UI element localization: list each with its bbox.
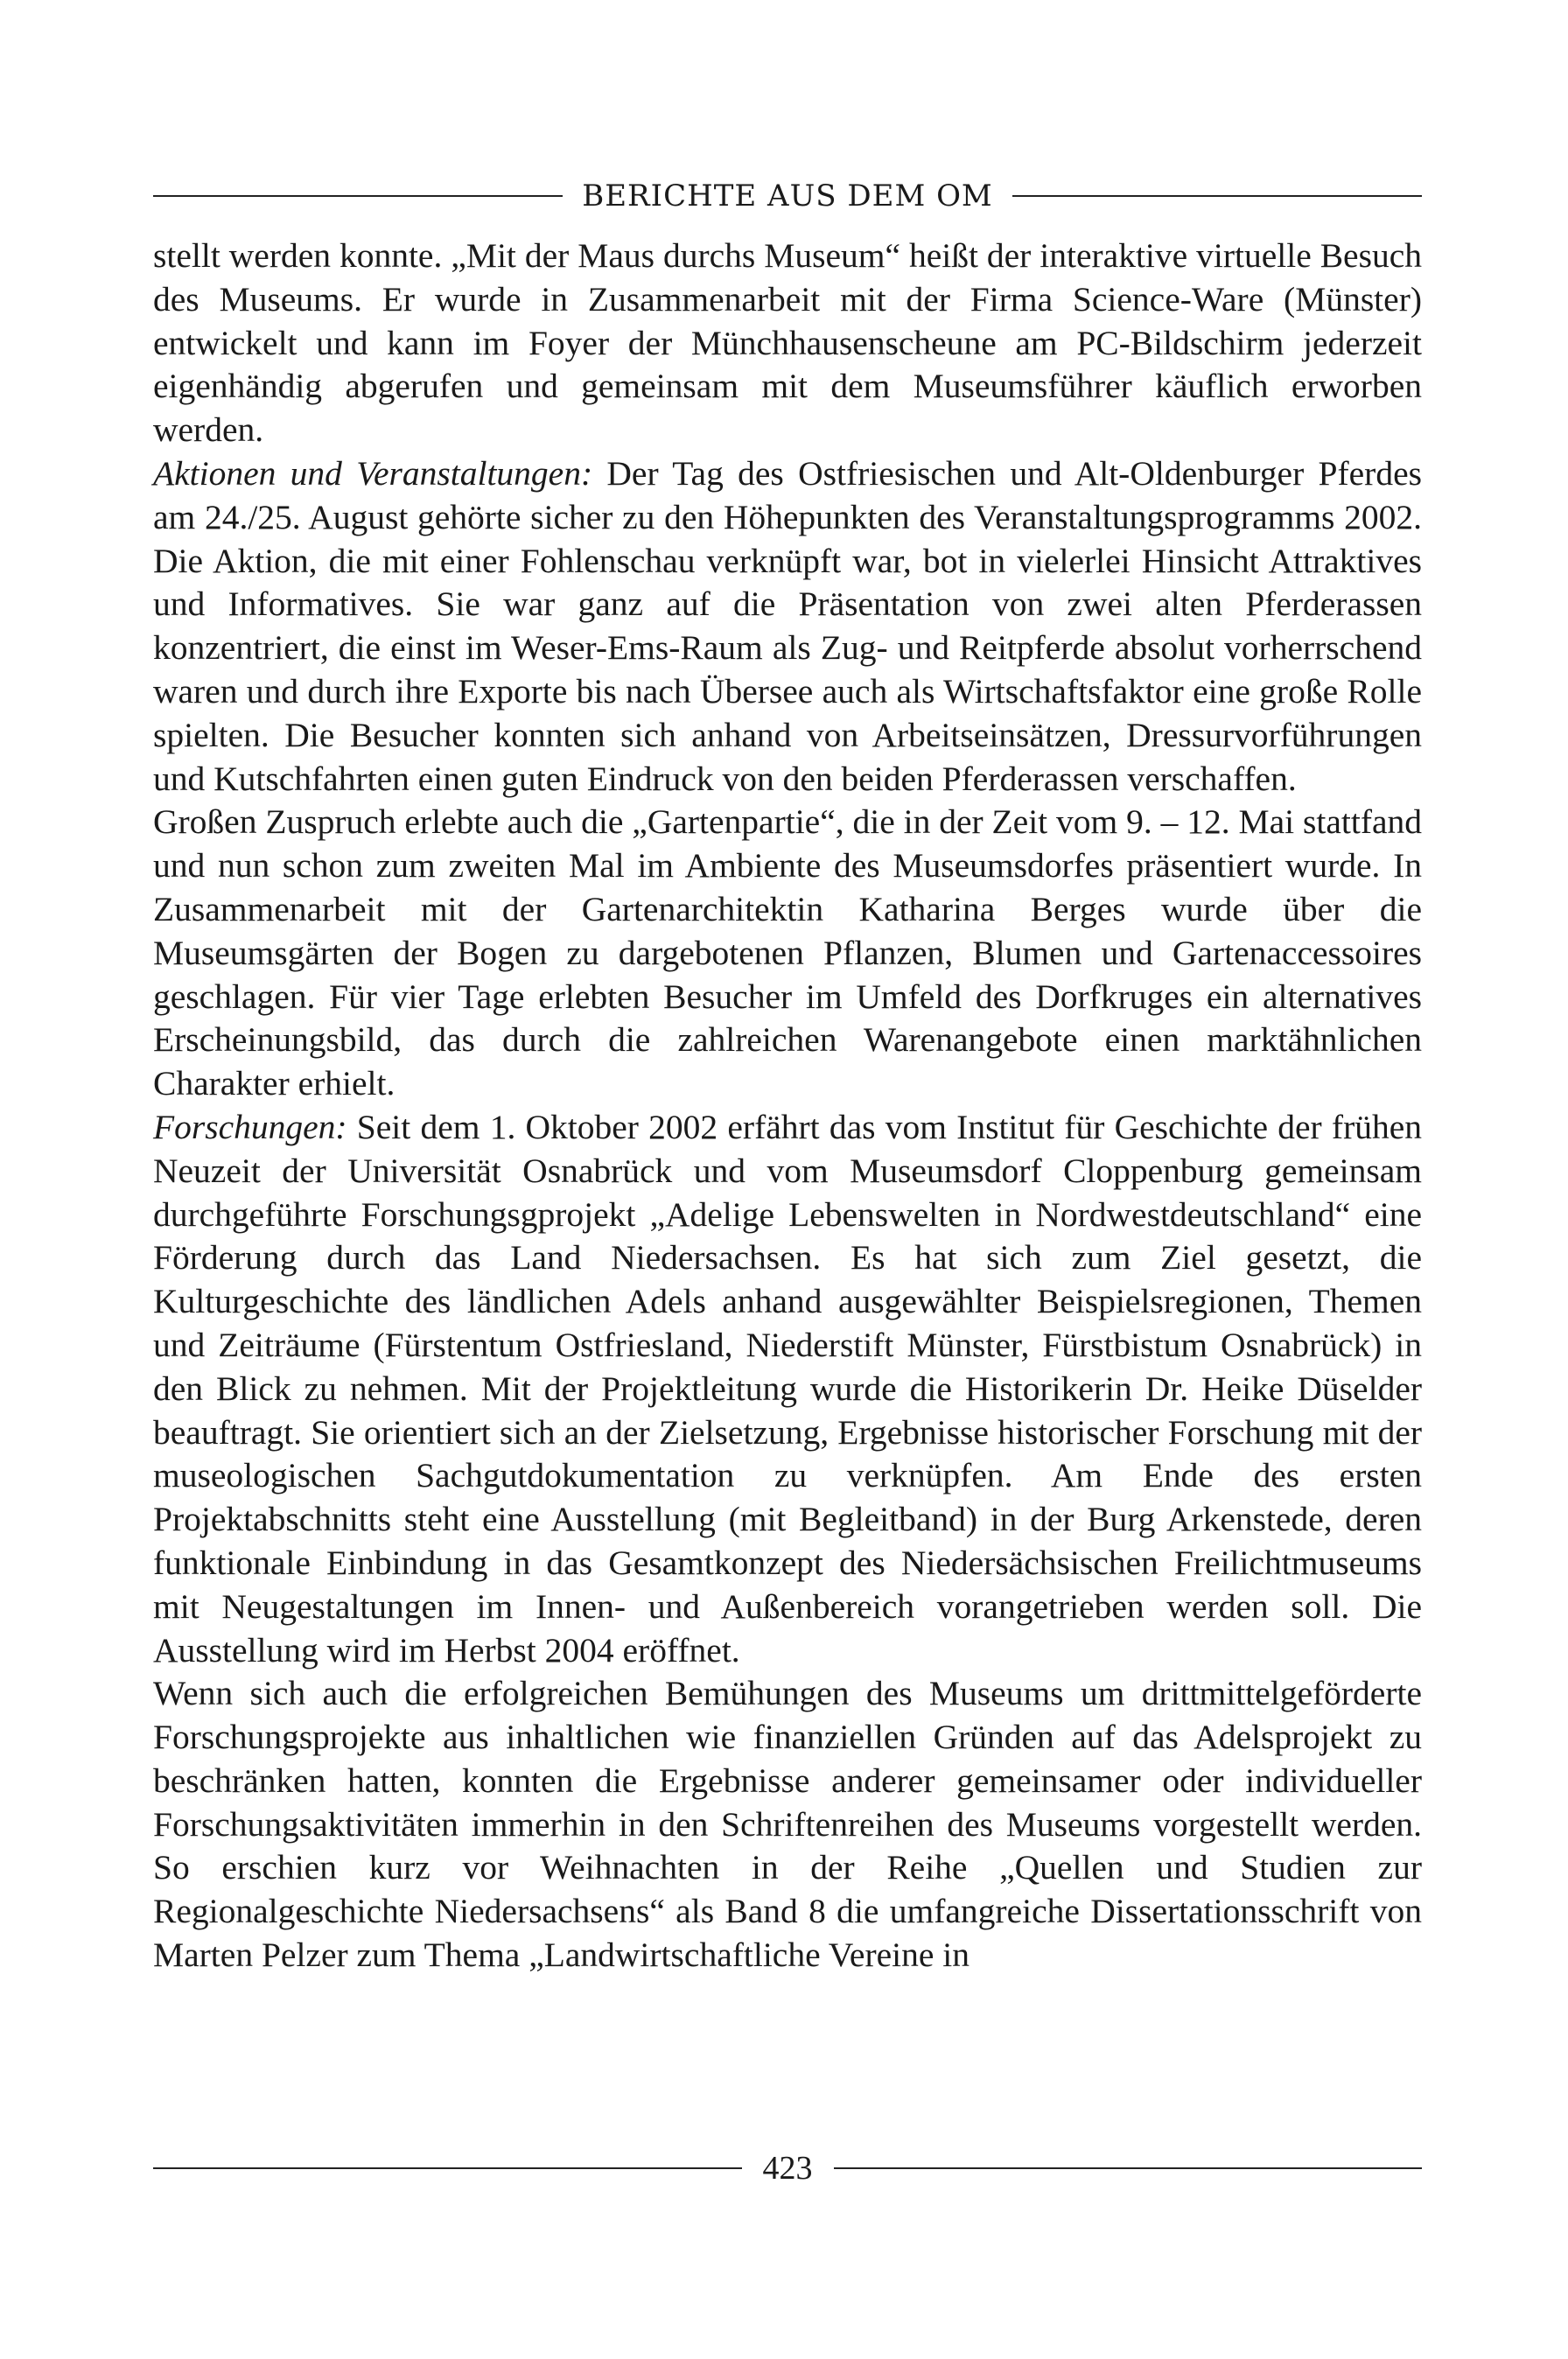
paragraph-text: Seit dem 1. Oktober 2002 erfährt das vom Institut für Geschichte der frühen Neuzeit der Universität Osnabrück und vom Museumsdorf Cloppenburg gemeinsam durchgeführte Forschungsgprojekt „Adelige Lebenswelten in Nordwestdeutschland“ eine Förderung durch das Land Niedersachsen. Es hat sich zum Ziel gesetzt, die Kulturgeschichte des ländlichen Adels anhand ausgewählter Beispielsregionen, Themen und Zeiträume (Fürstentum Ostfriesland, Niederstift Münster, Fürstbistum Osnabrück) in den Blick zu nehmen. Mit der Projektleitung wurde die Historikerin Dr. Heike Düselder beauftragt. Sie orientiert sich an der Zielsetzung, Ergebnisse historischer Forschung mit der museologischen Sachgutdokumentation zu verknüpfen. Am Ende des ersten Projektabschnitts steht eine Ausstellung (mit Begleitband) in der Burg Arkenstede, deren funktionale Einbindung in das Gesamtkonzept des Niedersächsischen Freilichtmuseums mit Neugestaltungen im Innen- und Außenbereich vorangetrieben werden soll. Die Ausstellung wird im Herbst 2004 eröffnet. [153,1107,1422,1670]
page-footer [153,2146,1422,2190]
paragraph [153,1672,1422,1978]
footer-rule-right [834,2167,1423,2169]
body-text [153,234,1422,1978]
section-heading: Forschungen: [153,1107,347,1146]
paragraph-text: Der Tag des Ostfriesischen und Alt-Oldenburger Pferdes am 24./25. August gehörte sicher zu den Höhepunkten des Veranstaltungsprogramms 2002. Die Aktion, die mit einer Fohlenschau verknüpft war, bot in vielerlei Hinsicht Attraktives und Informatives. Sie war ganz auf die Präsentation von zwei alten Pferderassen konzentriert, die einst im Weser-Ems-Raum als Zug- und Reitpferde absolut vorherrschend waren und durch ihre Exporte bis nach Übersee auch als Wirtschaftsfaktor eine große Rolle spielten. Die Besucher konnten sich anhand von Arbeitseinsätzen, Dressurvorführungen und Kutschfahrten einen guten Eindruck von den beiden Pferderassen verschaffen. [153,453,1422,798]
paragraph [153,801,1422,1106]
section-heading: Aktionen und Veranstaltungen: [153,453,593,493]
page-number: 423 [762,2150,813,2187]
page [153,175,1422,1978]
paragraph-text: Großen Zuspruch erlebte auch die „Gartenpartie“, die in der Zeit vom 9. – 12. Mai stattfand und nun schon zum zweiten Mal im Ambiente des Museumsdorfes präsentiert wurde. In Zusammenarbeit mit der Gartenarchitektin Katharina Berges wurde über die Museumsgärten der Bogen zu dargebotenen Pflanzen, Blumen und Gartenaccessoires geschlagen. Für vier Tage erlebten Besucher im Umfeld des Dorfkruges ein alternatives Erscheinungsbild, das durch die zahlreichen Warenangebote einen marktähnlichen Charakter erhielt. [153,802,1423,1103]
paragraph [153,1106,1422,1672]
paragraph-text: Wenn sich auch die erfolgreichen Bemühungen des Museums um drittmittelgeförderte Forschungsprojekte aus inhaltlichen wie finanziellen Gründen auf das Adelsprojekt zu beschränken hatten, konnten die Ergebnisse anderer gemeinsamer oder individueller Forschungsaktivitäten immerhin in den Schriftenreihen des Museums vorgestellt werden. So erschien kurz vor Weihnachten in der Reihe „Quellen und Studien zur Regionalgeschichte Niedersachsens“ als Band 8 die umfangreiche Dissertationsschrift von Marten Pelzer zum Thema „Landwirtschaftliche Vereine in [153,1674,1422,1975]
header-title: BERICHTE AUS DEM OM [582,178,993,214]
footer-rule-left [153,2167,742,2169]
header-rule-left [153,195,563,197]
header-rule-right [1012,195,1422,197]
paragraph [153,234,1422,452]
paragraph [153,452,1422,801]
paragraph-text: stellt werden konnte. „Mit der Maus durchs Museum“ heißt der interaktive virtuelle Besuch des Museums. Er wurde in Zusammenarbeit mit der Firma Science-Ware (Münster) entwickelt und kann im Foyer der Münchhausenscheune am PC-Bildschirm jederzeit eigenhändig abgerufen und gemeinsam mit dem Museumsführer käuflich erworben werden. [153,236,1422,450]
running-header [153,175,1422,217]
